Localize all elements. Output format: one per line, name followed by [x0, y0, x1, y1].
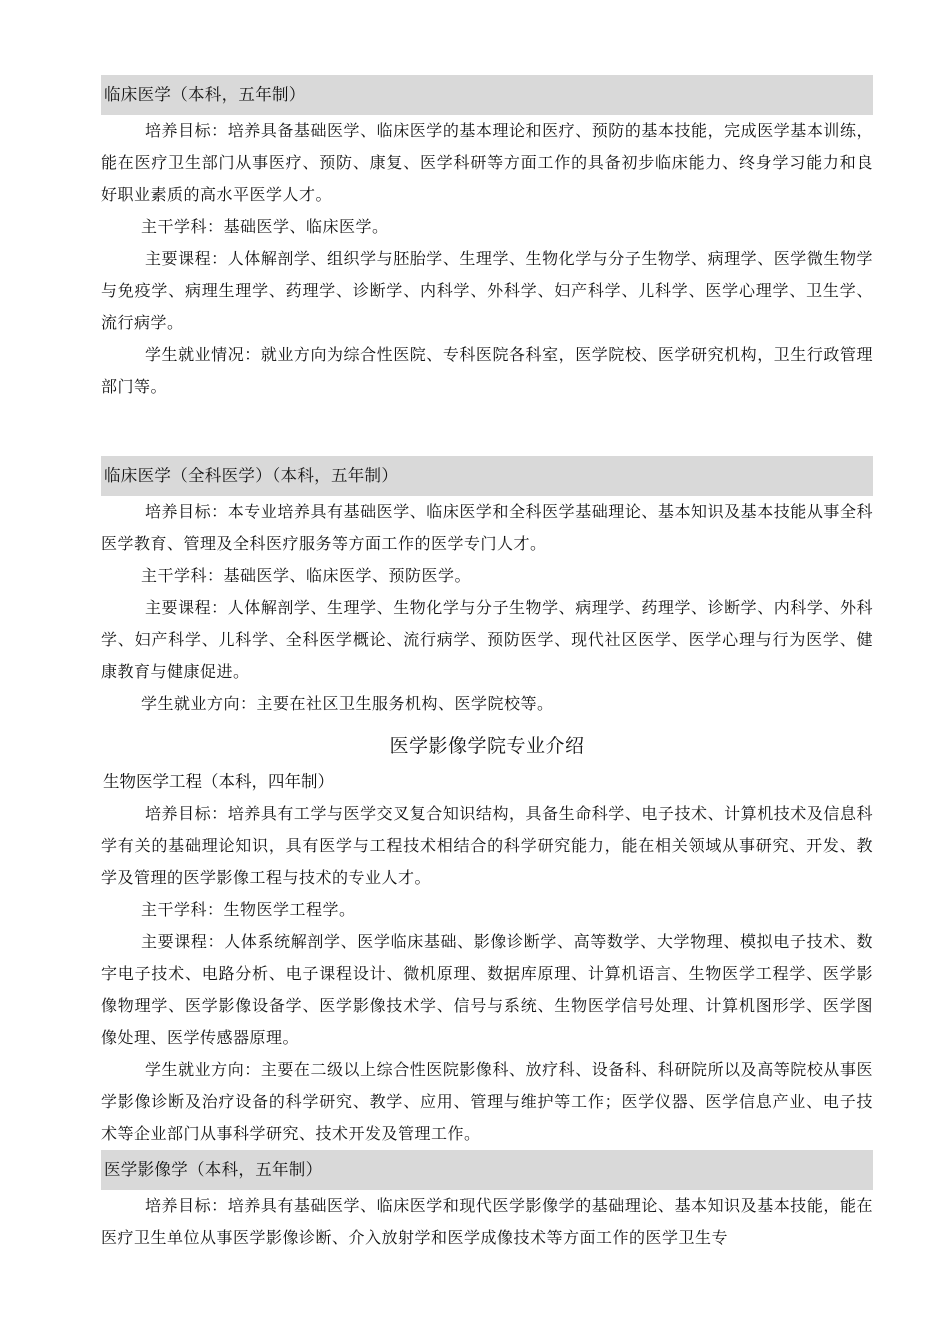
- employment: 学生就业方向：主要在二级以上综合性医院影像科、放疗科、设备科、科研院所以及高等院校从事医学影像诊断及治疗设备的科学研究、教学、应用、管理与维护等工作；医学仪器、医学信息产业、电子技术等企业部门从事科学研究、技术开发及管理工作。: [101, 1060, 873, 1143]
- section-heading-medical-imaging: 医学影像学（本科，五年制）: [101, 1150, 873, 1190]
- employment: 学生就业方向：主要在社区卫生服务机构、医学院校等。: [141, 694, 554, 713]
- section-heading-general-practice: 临床医学（全科医学）（本科，五年制）: [101, 456, 873, 496]
- main-courses: 主要课程：人体解剖学、组织学与胚胎学、生理学、生物化学与分子生物学、病理学、医学微生物学与免疫学、病理生理学、药理学、诊断学、内科学、外科学、妇产科学、儿科学、医学心理学、卫生学、流行病学。: [101, 249, 873, 332]
- employment: 学生就业情况：就业方向为综合性医院、专科医院各科室，医学院校、医学研究机构，卫生行政管理部门等。: [101, 345, 873, 396]
- document-page: [101, 75, 873, 1254]
- main-courses: 主要课程：人体系统解剖学、医学临床基础、影像诊断学、高等数学、大学物理、模拟电子技术、数字电子技术、电路分析、电子课程设计、微机原理、数据库原理、计算机语言、生物医学工程学、医学影像物理学、医学影像设备学、医学影像技术学、信号与系统、生物医学信号处理、计算机图形学、医学图像处理、医学传感器原理。: [101, 932, 873, 1047]
- training-goal: 培养目标：培养具有基础医学、临床医学和现代医学影像学的基础理论、基本知识及基本技能，能在医疗卫生单位从事医学影像诊断、介入放射学和医学成像技术等方面工作的医学卫生专: [101, 1196, 873, 1247]
- training-goal: 培养目标：培养具有工学与医学交叉复合知识结构，具备生命科学、电子技术、计算机技术及信息科学有关的基础理论知识，具有医学与工程技术相结合的科学研究能力，能在相关领域从事研究、开发、教学及管理的医学影像工程与技术的专业人才。: [101, 804, 873, 887]
- training-goal: 培养目标：本专业培养具有基础医学、临床医学和全科医学基础理论、基本知识及基本技能从事全科医学教育、管理及全科医疗服务等方面工作的医学专门人才。: [101, 502, 873, 553]
- section-heading-bme: 生物医学工程（本科，四年制）: [103, 772, 334, 791]
- section-heading-clinical-medicine: 临床医学（本科，五年制）: [101, 75, 873, 115]
- main-subjects: 主干学科：基础医学、临床医学、预防医学。: [141, 566, 472, 585]
- main-subjects: 主干学科：生物医学工程学。: [141, 900, 356, 919]
- college-title: 医学影像学院专业介绍: [389, 735, 585, 757]
- main-courses: 主要课程：人体解剖学、生理学、生物化学与分子生物学、病理学、药理学、诊断学、内科学、外科学、妇产科学、儿科学、全科医学概论、流行病学、预防医学、现代社区医学、医学心理与行为医学、健康教育与健康促进。: [101, 598, 873, 681]
- main-subjects: 主干学科：基础医学、临床医学。: [141, 217, 389, 236]
- section-spacer: [101, 403, 873, 456]
- training-goal: 培养目标：培养具备基础医学、临床医学的基本理论和医疗、预防的基本技能，完成医学基本训练，能在医疗卫生部门从事医疗、预防、康复、医学科研等方面工作的具备初步临床能力、终身学习能力和良好职业素质的高水平医学人才。: [101, 121, 873, 204]
